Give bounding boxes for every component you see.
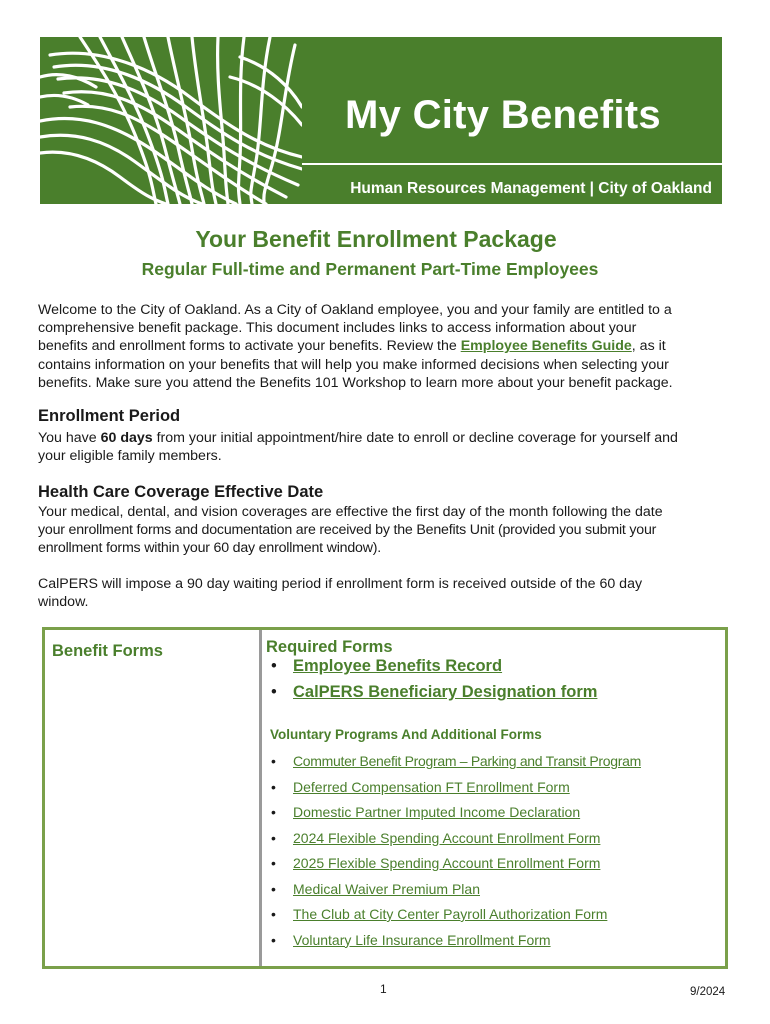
list-item (267, 779, 641, 805)
list-item (267, 932, 641, 958)
club-city-center-link[interactable]: The Club at City Center Payroll Authorization Form (293, 906, 608, 922)
list-item (267, 855, 641, 881)
fsa-2024-link[interactable]: 2024 Flexible Spending Account Enrollment Form (293, 829, 601, 846)
benefit-forms-table (42, 627, 728, 969)
tree-logo-icon (40, 37, 302, 204)
fsa-2025-link[interactable]: 2025 Flexible Spending Account Enrollment Form (293, 855, 601, 871)
table-divider (259, 630, 262, 966)
coverage-heading: Health Care Coverage Effective Date (38, 483, 324, 501)
intro-line: contains information on your benefits that will help you make informed decisions when selecting your (38, 356, 669, 373)
coverage-line: your enrollment forms and documentation are received by the Benefits Unit (provided you submit your (38, 522, 657, 539)
intro-line (38, 337, 738, 355)
list-item (267, 683, 597, 709)
header-banner (40, 37, 722, 204)
calpers-line: window. (38, 594, 89, 611)
list-item (267, 657, 597, 683)
document-title: Your Benefit Enrollment Package (195, 226, 557, 252)
coverage-line: enrollment forms within your 60 day enrollment window). (38, 540, 382, 557)
list-item (267, 753, 641, 779)
voluntary-forms-heading: Voluntary Programs And Additional Forms (270, 727, 542, 742)
deferred-compensation-link[interactable]: Deferred Compensation FT Enrollment Form (293, 778, 570, 795)
page-number: 1 (380, 982, 387, 996)
list-item (267, 830, 641, 856)
calpers-paragraph (38, 575, 738, 611)
intro-text: , as it (631, 338, 666, 355)
coverage-paragraph (38, 503, 738, 558)
voluntary-forms-list (267, 753, 641, 957)
calpers-line: CalPERS will impose a 90 day waiting period if enrollment form is received outside of the 60 day (38, 576, 643, 592)
intro-line: benefits. Make sure you attend the Benefits 101 Workshop to learn more about your benefit package. (38, 374, 673, 391)
list-item (267, 881, 641, 907)
enrollment-line (38, 429, 738, 447)
banner-title: My City Benefits (345, 93, 661, 137)
list-item (267, 804, 641, 830)
medical-waiver-link[interactable]: Medical Waiver Premium Plan (293, 880, 480, 897)
banner-divider (302, 163, 722, 165)
enrollment-days: 60 days (100, 430, 153, 446)
banner-subtitle: Human Resources Management | City of Oakland (350, 180, 712, 197)
document-subtitle: Regular Full-time and Permanent Part-Time Employees (141, 259, 599, 279)
enrollment-heading: Enrollment Period (38, 407, 181, 425)
revision-date: 9/2024 (690, 986, 726, 998)
list-item (267, 906, 641, 932)
domestic-partner-link[interactable]: Domestic Partner Imputed Income Declaration (293, 804, 581, 820)
voluntary-life-insurance-link[interactable]: Voluntary Life Insurance Enrollment Form (293, 931, 551, 948)
intro-text: benefits and enrollment forms to activate your benefits. Review the (38, 338, 461, 355)
coverage-line: Your medical, dental, and vision coverages are effective the first day of the month following the date (38, 504, 663, 520)
commuter-benefit-link[interactable]: Commuter Benefit Program – Parking and Transit Program (293, 753, 641, 769)
enrollment-line: your eligible family members. (38, 448, 222, 465)
employee-benefits-record-link[interactable]: Employee Benefits Record (293, 657, 503, 675)
calpers-beneficiary-form-link[interactable]: CalPERS Beneficiary Designation form (293, 683, 598, 701)
intro-line: Welcome to the City of Oakland. As a City of Oakland employee, you and your family are entitled to a (38, 302, 672, 318)
intro-line: comprehensive benefit package. This document includes links to access information about your (38, 320, 637, 337)
employee-benefits-guide-link[interactable]: Employee Benefits Guide (460, 338, 632, 355)
enrollment-text: from your initial appointment/hire date to enroll or decline coverage for yourself and (152, 430, 678, 446)
enrollment-text: You have (38, 430, 101, 446)
required-forms-list (267, 657, 597, 709)
required-forms-heading: Required Forms (266, 638, 393, 656)
intro-paragraph (38, 301, 738, 392)
benefit-forms-heading: Benefit Forms (52, 642, 163, 660)
enrollment-paragraph (38, 429, 738, 465)
